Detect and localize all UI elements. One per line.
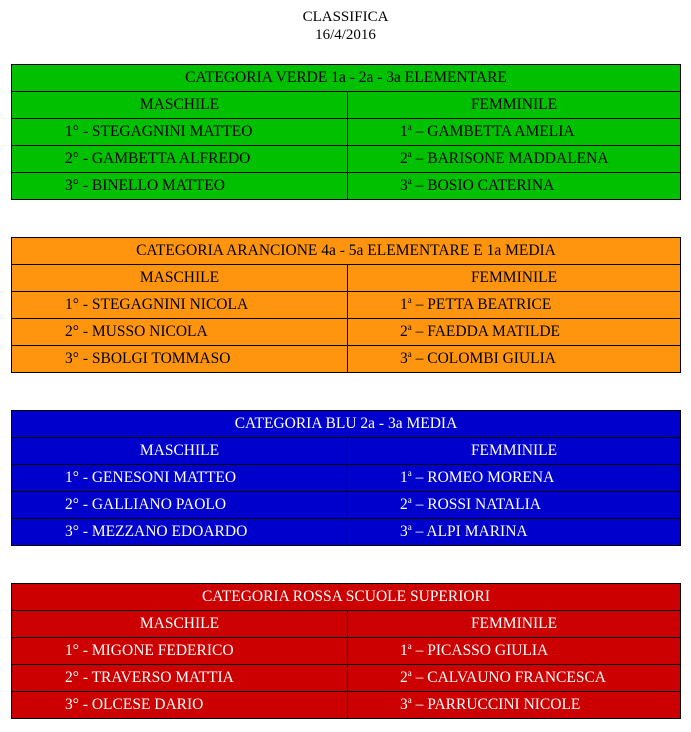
male-header: MASCHILE bbox=[12, 265, 348, 292]
female-rank-3: 3$^a$ – COLOMBI GIULIA bbox=[348, 346, 681, 373]
male-header: MASCHILE bbox=[12, 438, 348, 465]
female-rank-2: 2$^a$ – FAEDDA MATILDE bbox=[348, 319, 681, 346]
female-rank-3: 3$^a$ – BOSIO CATERINA bbox=[348, 173, 681, 200]
female-rank-1: 1$^a$ – GAMBETTA AMELIA bbox=[348, 119, 681, 146]
male-rank-2: 2° - TRAVERSO MATTIA bbox=[12, 665, 348, 692]
female-rank-3: 3$^a$ – ALPI MARINA bbox=[348, 519, 681, 546]
female-rank-2: 2$^a$ – BARISONE MADDALENA bbox=[348, 146, 681, 173]
category-title: CATEGORIA BLU 2a - 3a MEDIA bbox=[12, 411, 681, 438]
female-header: FEMMINILE bbox=[348, 92, 681, 119]
category-table-arancione bbox=[11, 237, 681, 373]
female-rank-1: 1$^a$ – PICASSO GIULIA bbox=[348, 638, 681, 665]
category-title: CATEGORIA ROSSA SCUOLE SUPERIORI bbox=[12, 584, 681, 611]
male-rank-2: 2° - GAMBETTA ALFREDO bbox=[12, 146, 348, 173]
male-header: MASCHILE bbox=[12, 92, 348, 119]
category-table-rossa bbox=[11, 583, 681, 719]
male-rank-1: 1° - STEGAGNINI MATTEO bbox=[12, 119, 348, 146]
male-rank-3: 3° - MEZZANO EDOARDO bbox=[12, 519, 348, 546]
female-rank-2: 2$^a$ – CALVAUNO FRANCESCA bbox=[348, 665, 681, 692]
page-title: CLASSIFICA bbox=[302, 9, 389, 25]
male-rank-3: 3° - BINELLO MATTEO bbox=[12, 173, 348, 200]
female-rank-1: 1$^a$ – PETTA BEATRICE bbox=[348, 292, 681, 319]
male-header: MASCHILE bbox=[12, 611, 348, 638]
category-table-verde bbox=[11, 64, 681, 200]
page-date: 16/4/2016 bbox=[315, 27, 376, 43]
category-title: CATEGORIA ARANCIONE 4a - 5a ELEMENTARE E 1a MEDIA bbox=[12, 238, 681, 265]
female-header: FEMMINILE bbox=[348, 611, 681, 638]
female-rank-1: 1$^a$ – ROMEO MORENA bbox=[348, 465, 681, 492]
male-rank-3: 3° - OLCESE DARIO bbox=[12, 692, 348, 719]
category-table-blu bbox=[11, 410, 681, 546]
male-rank-1: 1° - GENESONI MATTEO bbox=[12, 465, 348, 492]
male-rank-3: 3° - SBOLGI TOMMASO bbox=[12, 346, 348, 373]
page-header bbox=[0, 8, 691, 44]
female-header: FEMMINILE bbox=[348, 265, 681, 292]
category-title: CATEGORIA VERDE 1a - 2a - 3a ELEMENTARE bbox=[12, 65, 681, 92]
female-rank-2: 2$^a$ – ROSSI NATALIA bbox=[348, 492, 681, 519]
female-rank-3: 3$^a$ – PARRUCCINI NICOLE bbox=[348, 692, 681, 719]
male-rank-1: 1° - STEGAGNINI NICOLA bbox=[12, 292, 348, 319]
male-rank-2: 2° - GALLIANO PAOLO bbox=[12, 492, 348, 519]
male-rank-1: 1° - MIGONE FEDERICO bbox=[12, 638, 348, 665]
male-rank-2: 2° - MUSSO NICOLA bbox=[12, 319, 348, 346]
female-header: FEMMINILE bbox=[348, 438, 681, 465]
